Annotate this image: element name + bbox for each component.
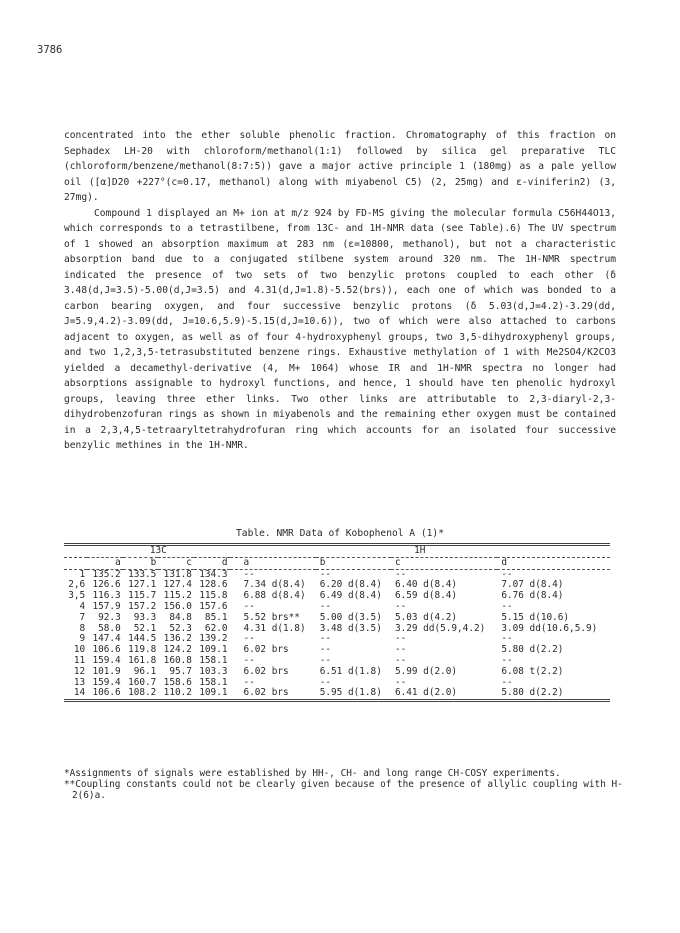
- h1-cell: 5.80 d(2.2): [501, 644, 564, 656]
- h1-cell: --: [394, 644, 407, 656]
- c13-cell: 127.1: [128, 579, 157, 591]
- h1-cell: 6.76 d(8.4): [501, 590, 564, 602]
- c13-cell: 158.6: [163, 676, 192, 688]
- c13-cell: 127.4: [163, 579, 192, 591]
- position-cell: 3,5: [68, 590, 86, 602]
- table-row: [64, 688, 610, 700]
- c13-cell: 92.3: [98, 611, 121, 623]
- h1-cell: --: [394, 676, 407, 688]
- c13-cell: 157.2: [128, 600, 157, 612]
- c13-cell: 156.0: [163, 600, 192, 612]
- h1-cell: --: [394, 568, 407, 580]
- col-13c-d: d: [221, 556, 228, 568]
- position-cell: 7: [79, 611, 86, 623]
- h1-cell: 6.51 d(1.8): [319, 665, 382, 677]
- col-13c-c: c: [186, 556, 192, 568]
- page-number: 3786: [37, 44, 63, 56]
- c13-cell: 157.6: [199, 600, 228, 612]
- group-1h: 1H: [414, 545, 426, 556]
- position-cell: 8: [79, 622, 86, 634]
- h1-cell: --: [319, 644, 332, 656]
- position-cell: 13: [73, 676, 86, 688]
- c13-cell: 119.8: [128, 644, 157, 656]
- c13-cell: 58.0: [98, 622, 121, 634]
- footnotes: [64, 768, 624, 801]
- h1-cell: 3.09 dd(10.6,5.9): [501, 622, 598, 634]
- h1-cell: --: [243, 654, 255, 666]
- footnote-1: *Assignments of signals were established by HH-, CH- and long range CH-COSY experiments.: [64, 768, 561, 779]
- position-cell: 4: [79, 600, 86, 612]
- h1-cell: 6.41 d(2.0): [394, 687, 458, 699]
- h1-cell: 3.48 d(3.5): [319, 622, 382, 634]
- h1-cell: --: [319, 568, 332, 580]
- c13-cell: 160.8: [163, 654, 192, 666]
- c13-cell: 106.6: [92, 644, 121, 656]
- h1-cell: --: [501, 654, 513, 666]
- paragraph-1: concentrated into the ether soluble phenolic fraction. Chromatography of this fraction on Sephadex LH-20 with chloroform/methanol(1:1) followed by silica gel preparative TLC (chloroform/benzene/methanol(8:7:5)) gave a major active principle 1 (180mg) as a pale yellow oil ([α]D20 +227°(c=0.17, methanol) along with miyabenol C5) (2, 25mg) and ε-viniferin2) (3, 27mg).: [64, 130, 616, 203]
- h1-cell: --: [319, 633, 332, 645]
- h1-cell: 5.52 brs**: [243, 611, 300, 623]
- c13-cell: 160.7: [128, 676, 157, 688]
- c13-cell: 85.1: [204, 611, 228, 623]
- table-caption: Table. NMR Data of Kobophenol A (1)*: [236, 528, 444, 539]
- body-text: [64, 128, 616, 454]
- c13-cell: 106.6: [92, 687, 121, 699]
- h1-cell: 6.40 d(8.4): [394, 579, 458, 591]
- paragraph-2: Compound 1 displayed an M+ ion at m/z 924 by FD-MS giving the molecular formula C56H44O13, which corresponds to a tetrastilbene, from 13C- and 1H-NMR data (see Table).6) The UV spectrum of 1 showed an absorption maximum at 283 nm (ε=10800, methanol), but not a characteristic absorption band due to a conjugated stilbene system around 320 nm. The 1H-NMR spectrum indicated the presence of two sets of two benzylic protons coupled to each other (δ 3.48(d,J=3.5)-5.00(d,J=3.5) and 4.31(d,J=1.8)-5.52(brs)), each one of which was bonded to a carbon bearing oxygen, and four successive benzylic protons (δ 5.03(d,J=4.2)-3.29(dd, J=5.9,4.2)-3.09(dd, J=10.6,5.9)-5.15(d,J=10.6)), two of which were also attached to carbons adjacent to oxygen, as well as of four 4-hydroxyphenyl groups, two 3,5-dihydroxyphenyl groups, and two 1,2,3,5-tetrasubstituted benzene rings. Exhaustive methylation of 1 with Me2SO4/K2CO3 yielded a decamethyl-derivative (4, M+ 1064) whose IR and 1H-NMR spectra no longer had absorptions assignable to hydroxyl functions, and hence, 1 should have ten phenolic hydroxyl groups, leaving three ether links. Two other links are attributable to 2,3-diaryl-2,3-dihydrobenzofuran rings as shown in miyabenols and the remaining ether oxygen must be contained in a 2,3,4,5-tetraaryltetrahydrofuran ring which accounts for an isolated four successive benzylic methines in the 1H-NMR.: [64, 207, 616, 451]
- h1-cell: 5.80 d(2.2): [501, 687, 564, 699]
- c13-cell: 139.2: [199, 633, 228, 645]
- c13-cell: 103.3: [199, 665, 228, 677]
- c13-cell: 109.1: [199, 687, 228, 699]
- h1-cell: 3.29 dd(5.9,4.2): [394, 622, 486, 634]
- c13-cell: 157.9: [92, 600, 121, 612]
- c13-cell: 93.3: [133, 611, 157, 623]
- h1-cell: --: [501, 676, 513, 688]
- table-row: [64, 667, 610, 678]
- c13-cell: 135.2: [92, 568, 121, 580]
- c13-cell: 52.3: [169, 622, 192, 634]
- position-cell: 1: [79, 568, 86, 580]
- h1-cell: --: [319, 600, 332, 612]
- position-cell: 2,6: [68, 579, 86, 591]
- col-1h-a: a: [243, 556, 250, 568]
- h1-cell: 6.08 t(2.2): [501, 665, 564, 677]
- c13-cell: 124.2: [163, 644, 192, 656]
- h1-cell: 6.20 d(8.4): [319, 579, 382, 591]
- position-cell: 14: [73, 687, 86, 699]
- col-1h-b: b: [319, 556, 326, 568]
- c13-cell: 147.4: [92, 633, 121, 645]
- h1-cell: 5.03 d(4.2): [394, 611, 458, 623]
- h1-cell: 6.02 brs: [243, 687, 289, 699]
- position-cell: 10: [73, 644, 86, 656]
- h1-cell: 5.95 d(1.8): [319, 687, 382, 699]
- c13-cell: 131.8: [163, 568, 192, 580]
- c13-cell: 136.2: [163, 633, 192, 645]
- h1-cell: 6.49 d(8.4): [319, 590, 382, 602]
- c13-cell: 126.6: [92, 579, 121, 591]
- h1-cell: 5.00 d(3.5): [319, 611, 382, 623]
- h1-cell: --: [501, 600, 513, 612]
- c13-cell: 96.1: [133, 665, 157, 677]
- c13-cell: 62.0: [204, 622, 228, 634]
- c13-cell: 116.3: [92, 590, 121, 602]
- col-1h-c: c: [394, 556, 401, 568]
- c13-cell: 158.1: [199, 676, 228, 688]
- h1-cell: 5.15 d(10.6): [501, 611, 570, 623]
- c13-cell: 109.1: [199, 644, 228, 656]
- h1-cell: 6.02 brs: [243, 644, 289, 656]
- c13-cell: 159.4: [92, 654, 121, 666]
- h1-cell: --: [394, 633, 407, 645]
- col-1h-d: d: [501, 556, 507, 568]
- h1-cell: --: [501, 633, 513, 645]
- c13-cell: 134.3: [199, 568, 228, 580]
- c13-cell: 115.2: [163, 590, 192, 602]
- col-13c-a: a: [115, 556, 121, 568]
- h1-cell: --: [243, 568, 255, 580]
- h1-cell: 5.99 d(2.0): [394, 665, 458, 677]
- group-13c: 13C: [149, 545, 167, 556]
- h1-cell: --: [394, 600, 407, 612]
- col-13c-b: b: [150, 556, 157, 568]
- footnote-2: **Coupling constants could not be clearly given because of the presence of allylic coupling with H-2(6)a.: [64, 779, 623, 801]
- h1-cell: --: [243, 600, 255, 612]
- position-cell: 9: [79, 633, 86, 645]
- c13-cell: 128.6: [199, 579, 228, 591]
- h1-cell: --: [243, 676, 255, 688]
- h1-cell: 4.31 d(1.8): [243, 622, 306, 634]
- h1-cell: --: [243, 633, 255, 645]
- c13-cell: 84.8: [169, 611, 192, 623]
- c13-cell: 115.8: [199, 590, 228, 602]
- c13-cell: 110.2: [163, 687, 192, 699]
- c13-cell: 52.1: [133, 622, 157, 634]
- c13-cell: 95.7: [169, 665, 192, 677]
- c13-cell: 158.1: [199, 654, 228, 666]
- h1-cell: --: [501, 568, 513, 580]
- h1-cell: 7.34 d(8.4): [243, 579, 306, 591]
- c13-cell: 159.4: [92, 676, 121, 688]
- h1-cell: --: [319, 676, 332, 688]
- h1-cell: 6.02 brs: [243, 665, 289, 677]
- h1-cell: 7.07 d(8.4): [501, 579, 564, 591]
- h1-cell: --: [394, 654, 407, 666]
- c13-cell: 161.8: [128, 654, 157, 666]
- h1-cell: 6.88 d(8.4): [243, 590, 306, 602]
- c13-cell: 144.5: [128, 633, 157, 645]
- h1-cell: 6.59 d(8.4): [394, 590, 458, 602]
- h1-cell: --: [319, 654, 332, 666]
- nmr-table: [64, 543, 610, 702]
- position-cell: 12: [73, 665, 86, 677]
- c13-cell: 115.7: [128, 590, 157, 602]
- c13-cell: 101.9: [92, 665, 121, 677]
- c13-cell: 108.2: [128, 687, 157, 699]
- table-row: [64, 613, 610, 624]
- position-cell: 11: [73, 654, 86, 666]
- c13-cell: 133.5: [128, 568, 157, 580]
